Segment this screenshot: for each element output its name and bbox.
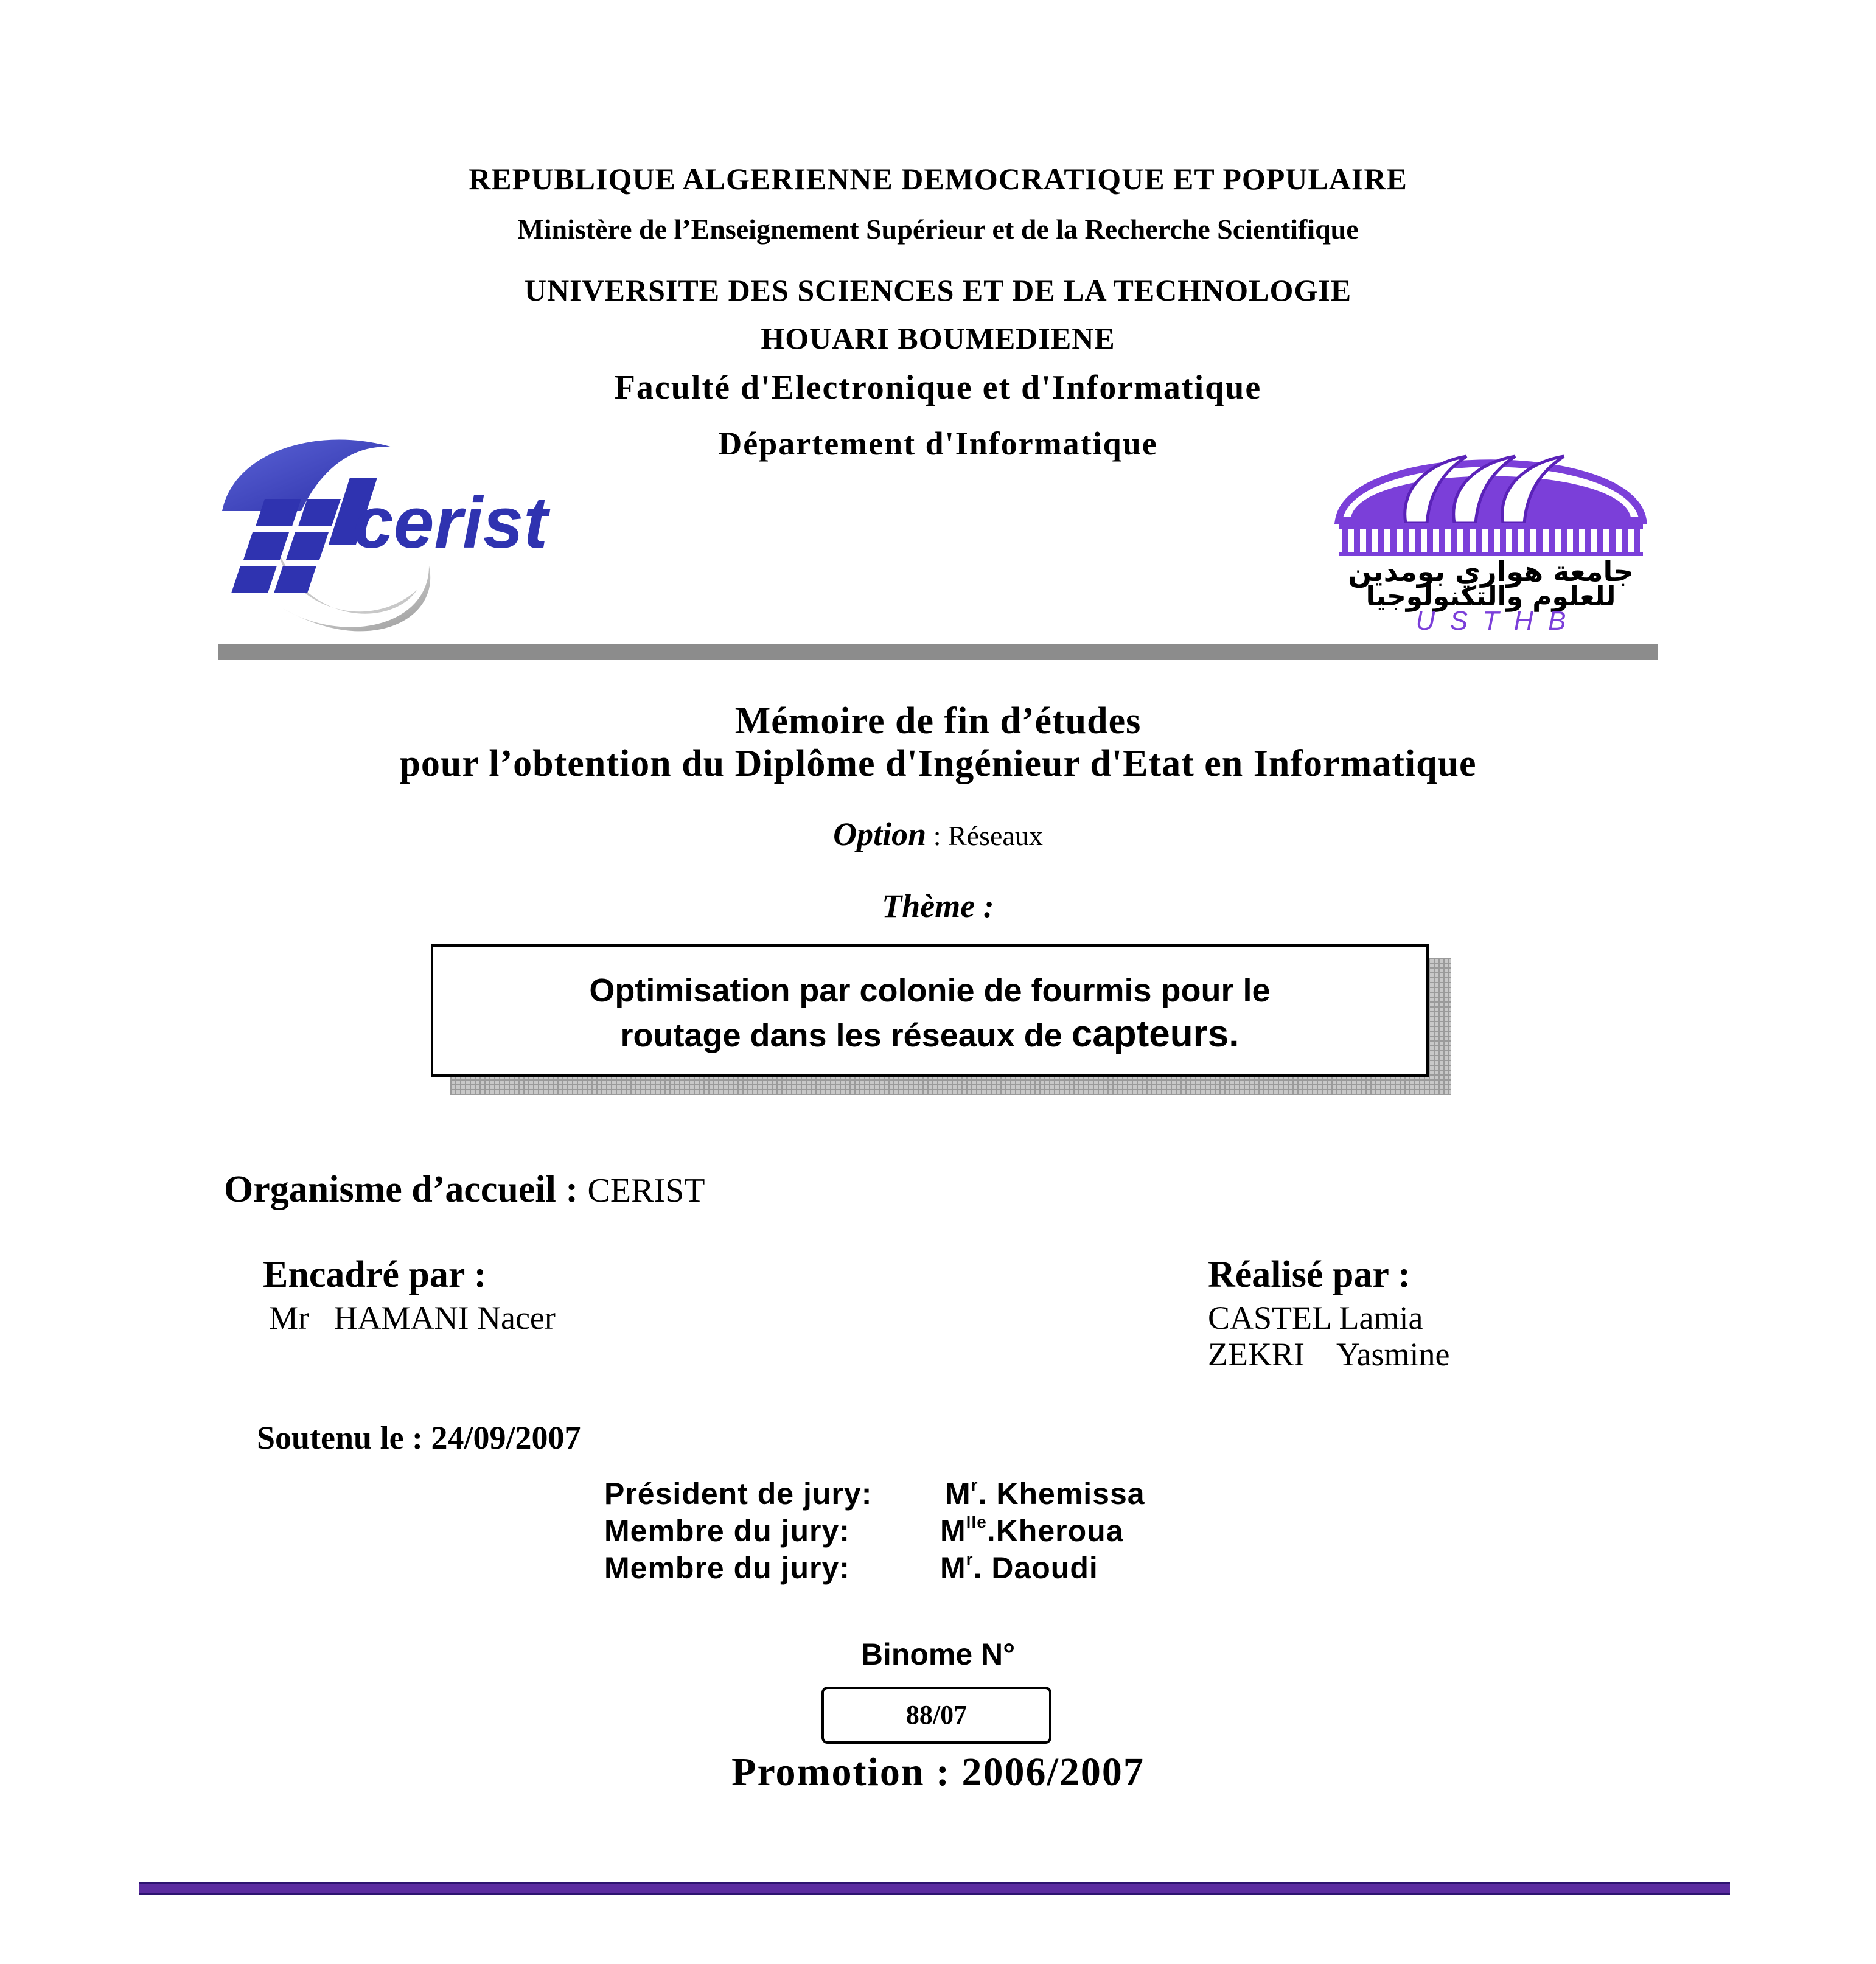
binome-number-box [821, 1687, 1051, 1744]
university-heading-1: UNIVERSITE DES SCIENCES ET DE LA TECHNOLOGIE [524, 273, 1352, 307]
jury-name: .Kheroua [986, 1514, 1124, 1548]
jury-title: M [940, 1514, 966, 1548]
option-line [0, 815, 1876, 853]
faculty-heading: Faculté d'Electronique et d'Informatique [614, 369, 1262, 406]
student-name: CASTEL Lamia [1208, 1300, 1423, 1336]
theme-line-2-big: capteurs. [1071, 1013, 1240, 1055]
footer-divider [139, 1882, 1730, 1895]
theme-box [431, 944, 1429, 1077]
header-divider [218, 644, 1658, 660]
theme-line-2 [433, 1012, 1426, 1057]
organisme-line [224, 1168, 705, 1211]
jury-role: Membre du jury: [604, 1514, 850, 1548]
jury-name: . Daoudi [973, 1551, 1098, 1585]
cerist-logo [210, 426, 624, 645]
usthb-arabic-line-2: للعلوم والتكنولوجيا [1365, 581, 1616, 612]
soutenance-date: Soutenu le : 24/09/2007 [257, 1419, 581, 1456]
jury-title-sup: r [971, 1475, 978, 1494]
jury-row [604, 1475, 1145, 1511]
theme-line-2-main: routage dans les réseaux de [620, 1017, 1072, 1054]
jury-role: Président de jury: [604, 1477, 873, 1511]
republic-heading: REPUBLIQUE ALGERIENNE DEMOCRATIQUE ET POPULAIRE [469, 162, 1407, 196]
theme-text [433, 969, 1426, 1057]
encadre-value: Mr HAMANI Nacer [269, 1300, 556, 1336]
theme-label: Thème : [882, 888, 994, 924]
option-value: Réseaux [947, 820, 1043, 851]
department-heading: Département d'Informatique [718, 425, 1158, 462]
memoire-title: Mémoire de fin d’études [734, 700, 1142, 742]
jury-role: Membre du jury: [604, 1551, 850, 1585]
encadre-label: Encadré par : [263, 1254, 487, 1295]
theme-line-1: Optimisation par colonie de fourmis pour le [589, 972, 1271, 1009]
jury-title-sup: r [966, 1550, 974, 1569]
diploma-title: pour l’obtention du Diplôme d'Ingénieur d'Etat en Informatique [399, 743, 1477, 784]
binome-label: Binome N° [860, 1637, 1016, 1671]
realise-label: Réalisé par : [1208, 1254, 1410, 1295]
ministry-heading: Ministère de l’Enseignement Supérieur et de la Recherche Scientifique [517, 214, 1359, 245]
usthb-arabic-line-1: جامعة هواري بومدين [1348, 555, 1634, 588]
option-label: Option [833, 816, 927, 852]
binome-number: 88/07 [905, 1700, 968, 1730]
jury-row [604, 1550, 1098, 1586]
option-separator: : [926, 820, 948, 851]
organisme-value: CERIST [587, 1172, 705, 1210]
cerist-logo-text: cerist [353, 482, 548, 563]
student-name: ZEKRI Yasmine [1208, 1336, 1450, 1373]
jury-title: M [940, 1551, 966, 1585]
organisme-label: Organisme d’accueil : [224, 1169, 579, 1210]
jury-row [604, 1513, 1124, 1548]
usthb-letters: U S T H B [1415, 606, 1566, 636]
jury-name: . Khemissa [978, 1477, 1145, 1511]
jury-title: M [945, 1477, 971, 1511]
jury-title-sup: lle [966, 1513, 987, 1531]
promotion: Promotion : 2006/2007 [731, 1750, 1145, 1794]
university-heading-2: HOUARI BOUMEDIENE [761, 321, 1115, 355]
usthb-logo [1327, 420, 1655, 636]
